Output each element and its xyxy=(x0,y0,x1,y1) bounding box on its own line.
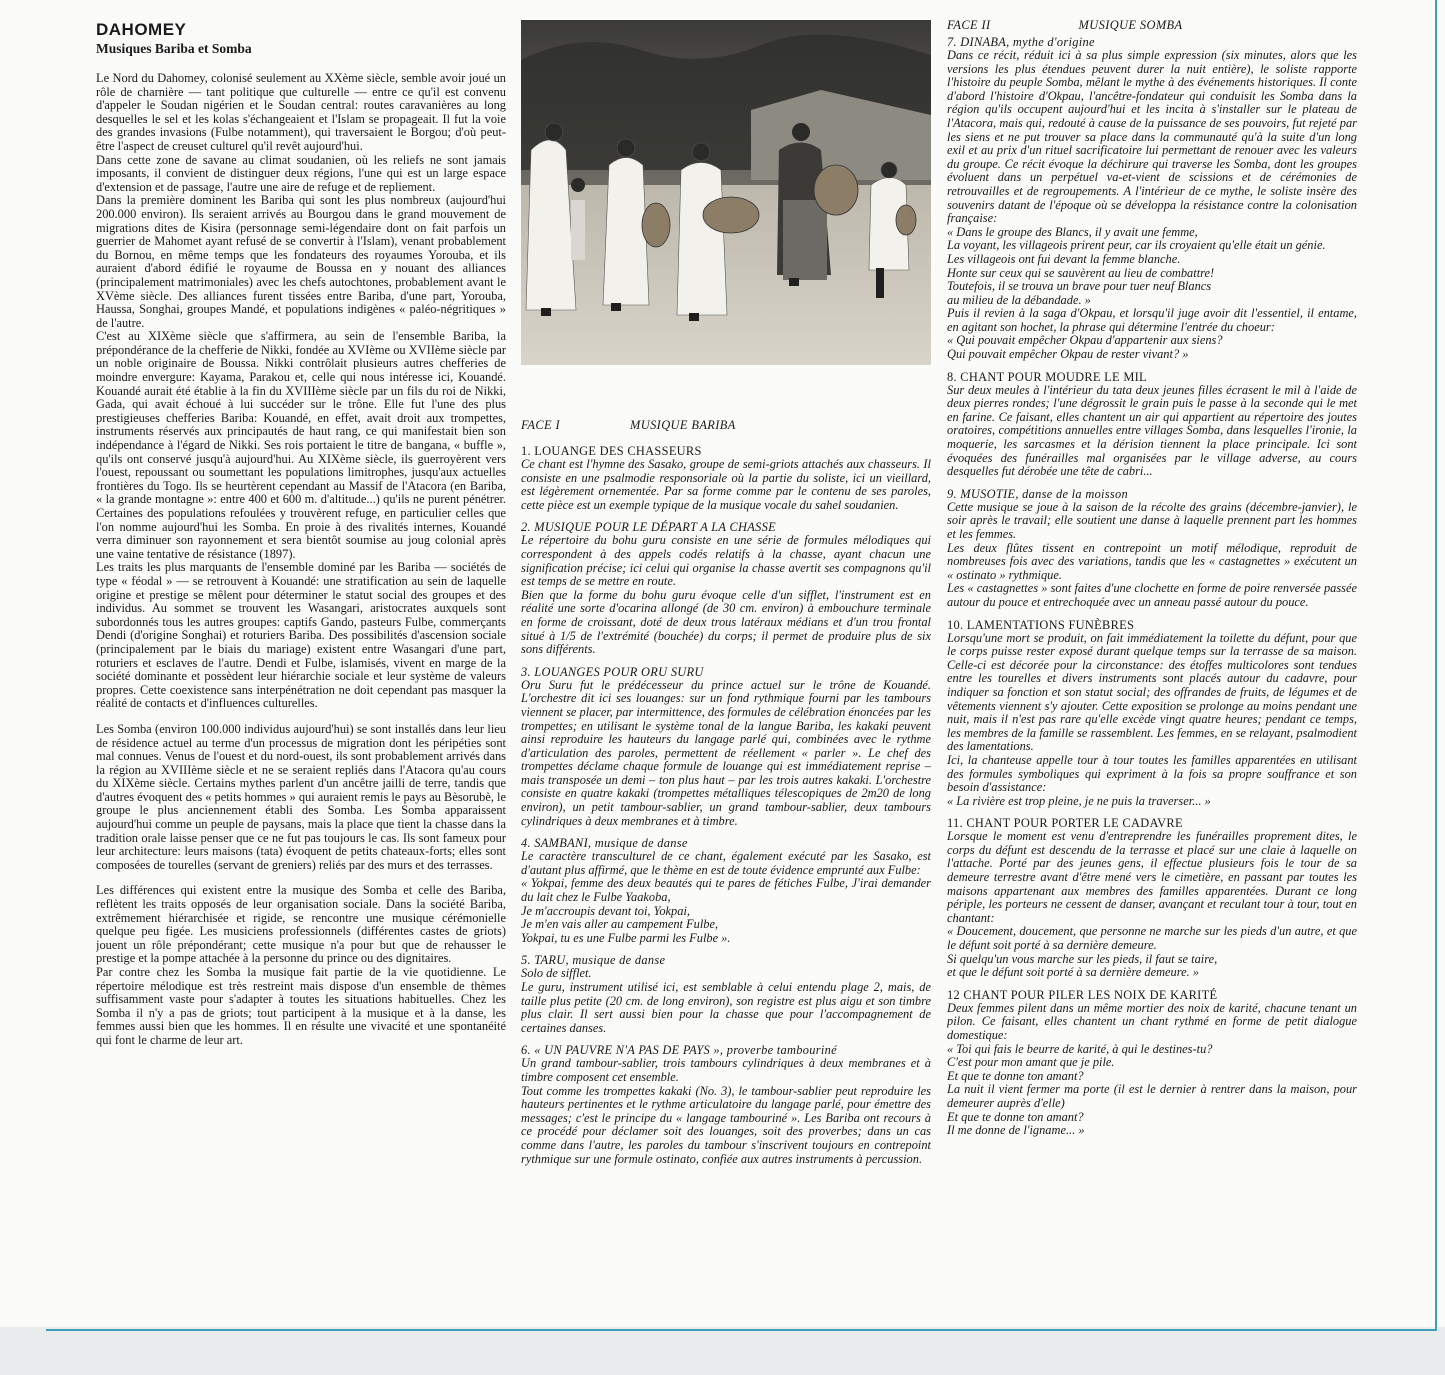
track-title: 9. MUSOTIE, danse de la moisson xyxy=(947,486,1129,501)
face-one-title: MUSIQUE BARIBA xyxy=(630,418,736,432)
track-notes: Lorsqu'une mort se produit, on fait immédiatement la toilette du défunt, pour que le corps puisse rester exposé durant quelque temps sur la terrasse de sa maison. Celle-ci est décorée pour la circonstance: des étoffes multicolores sont tendues entre les tourelles et divers instruments sont placés autour du cadavre, pour indiquer sa fonction et son statut social; des offrandes de fruits, de légumes et de vêtements viennent s'y ajouter. Cette exposition se prolonge au moins pendant une nuit, mais il n'est pas rare qu'elle excède vingt quatre heures; pendant ce temps, les membres de la famille se rassemblent. Les femmes, en se relayant, psalmodient des lamentations. Ici, la chanteuse appelle tour à tour toutes les familles apparentées en utilisant des formules symboliques qui expriment à la fois sa propre souffrance et son besoin d'assistance: « La rivière est trop pleine, je ne puis la traverser... » xyxy=(947,630,1357,808)
face-one-label: FACE I xyxy=(521,418,560,432)
track-title: 8. CHANT POUR MOUDRE LE MIL xyxy=(947,369,1147,384)
intro-paragraph: C'est au XIXème siècle que s'affirmera, au sein de l'ensemble Bariba, la prépondérance de la chefferie de Nikki, fondée au XVIème ou XVIIème siècle par un noble originaire de Boussa. Nikki contrôlait plusieurs autres chefferies de moindre envergure: Kayama, Parakou et, celle qui nous intéresse ici, Kouandé. Kouandé aurait été établie à la fin du XVIIIème siècle par un fils du roi de Nikki, Gada, qui avait échoué à lui succéder sur le trône. Elle fut l'une des plus prestigieuses chefferies Bariba: Kouandé, en effet, avait droit aux trompettes, instruments réservés aux principautés de haut rang, ce qui manifestait bien son indépendance à l'égard de Nikki. Ses rois portaient le titre de bangana, « buffle », qu'ils ont conservé jusqu'à aujourd'hui. Au XIXème siècle, ils guerroyèrent vers l'ouest, repoussant ou soumettant les populations limitrophes, jusqu'aux actuelles frontières du Togo. Ils se heurtèrent cependant au Massif de l'Atacora (en Bariba, « la grande montagne »: entre 400 et 600 m. d'altitude...) qu'ils ne purent pénétrer. Certaines des populations refoulées y trouvèrent refuge, en particulier celles que l'on nomme aujourd'hui les Somba. En proie à des rivalités internes, Kouandé verra diminuer son rayonnement et sera bientôt soumise au joug colonial après une vaine tentative de résistance (1897). xyxy=(96,329,506,561)
track-title: 2. MUSIQUE POUR LE DÉPART A LA CHASSE xyxy=(521,520,777,535)
track-entry xyxy=(521,836,931,945)
track-title: 4. SAMBANI, musique de danse xyxy=(521,836,688,851)
face-one-heading xyxy=(521,418,931,432)
intro-paragraph: Le Nord du Dahomey, colonisé seulement au XXème siècle, semble avoir joué un rôle de charnière — tant politique que culturelle — entre ce qu'il est convenu d'appeler le Soudan nigérien et le Soudan central: routes caravanières au long desquelles le sel et les kolas s'échangeaient et l'Islam se propageait. Il fut la voie des grandes invasions (Fulbe notamment), qui traversaient le Borgou; d'où peut-être l'aspect de creuset culturel qu'il revêt aujourd'hui. xyxy=(96,71,506,153)
track-notes: Oru Suru fut le prédécesseur du prince actuel sur le trône de Kouandé. L'orchestre dit ici ses louanges: sur un fond rythmique fourni par les tambours viennent se placer, par intermittence, des formules de célébration énoncées par les trompettes; en utilisant le système tonal de la langue Bariba, les kakaki peuvent ainsi reproduire les hauteurs du langage parlé qui, combinées avec le rythme d'articulation des paroles, permettent de réellement « parler ». Le chef des trompettes déclame chaque formule de louange qui est immédiatement reprise – mais transposée un demi – ton plus haut – par les trois autres kakaki. L'orchestre consiste en quatre kakaki (trompettes métalliques télescopiques de 2m20 de long environ), un petit tambour-sablier, un grand tambour-sablier, deux tambours cylindriques à deux membranes et à timbre. xyxy=(521,677,931,828)
track-notes: Dans ce récit, réduit ici à sa plus simple expression (six minutes, alors que les versions les plus étendues peuvent durer la nuit entière), le soliste rapporte l'histoire du peuple Somba, mêlant le mythe à des événements historiques. Il conte d'abord l'histoire d'Okpau, l'ancêtre-fondateur qui conduisit les Somba dans la région qu'ils occupent aujourd'hui et les incita à s'installer sur le plateau de l'Atacora, mais qui, redouté à cause de la puissance de ses pouvoirs, fut rejeté par les siens et ne put trouver sa place dans la communauté qu'à la suite d'un long exil et au prix d'un rituel sacrificatoire lui permettant de renouer avec les valeurs du groupe. Ce récit évoque la déchirure qui traverse les Somba, dont les groupes évoluent dans un perpétuel va-et-vient de scissions et de cérémonies de retrouvailles et de regroupements. A l'intérieur de ce mythe, le soliste insère des souvenirs datant de l'époque où se développa la résistance contre la colonisation française: « Dans le groupe des Blancs, il y avait une femme, La voyant, les villageois prirent peur, car ils croyaient qu'elle était un génie. Les villageois ont fui devant la femme blanche. Honte sur ceux qui se sauvèrent au lieu de combattre! Toutefois, il se trouva un brave pour tuer neuf Blancs au milieu de la débandade. » Puis il revien à la saga d'Okpau, et lorsqu'il juge avoir dit l'essentiel, il entame, en agitant son hochet, la phrase qui détermine l'entrée du choeur: « Qui pouvait empêcher Okpau d'appartenir aux siens? Qui pouvait empêcher Okpau de rester vivant? » xyxy=(947,48,1357,362)
face-one-column xyxy=(521,20,931,1174)
intro-paragraph: Dans cette zone de savane au climat soudanien, où les reliefs ne sont jamais imposants, il convient de distinguer deux régions, l'une qui est un large espace d'extension et de passage, l'autre une aire de refuge et de repliement. xyxy=(96,152,506,194)
track-notes: Solo de sifflet. Le guru, instrument utilisé ici, est semblable à celui entendu plage 2, mais, de taille plus petite (20 cm. de long environ), son registre est plus aigu et son timbre plus clair. Il sert aussi bien pour la chasse que pour l'accompagnement de certaines danses. xyxy=(521,966,931,1035)
track-entry xyxy=(521,953,931,1035)
face-two-label: FACE II xyxy=(947,18,991,32)
track-entry xyxy=(521,1043,931,1166)
intro-paragraph: Dans la première dominent les Bariba qui sont les plus nombreux (aujourd'hui 200.000 environ). Ils seraient arrivés au Bourgou dans le grand mouvement de migrations dites de Kisira (personnage semi-légendaire dont on fait parfois un guerrier de Mahomet ayant refusé de se convertir à l'Islam), venant probablement du Bornou, en même temps que les fondateurs des royaumes Yorouba, et ils auraient d'abord édifié le royaume de Boussa en y nouant des alliances (principalement matrimoniales) avec les chefs autochtones, probablement avant le XVème siècle. Des alliances furent tissées entre Bariba, d'une part, Yorouba, Haussa, Songhai, groupes Mandé, et populations indigènes « paléo-négritiques » de l'autre. xyxy=(96,193,506,330)
intro-paragraph: Les Somba (environ 100.000 individus aujourd'hui) se sont installés dans leur lieu de résidence actuel au terme d'un processus de migration dont les péripéties sont mal connues. Venus de l'ouest et du nord-ouest, ils sont probablement arrivés dans la région au XVIIIème siècle et ne se seraient repliés dans l'Atacora qu'au cours du XIXème siècle. Certains mythes parlent d'un ancêtre jailli de terre, tandis que d'autres évoquent des « petits hommes » qui auraient remis le pays au Bèsorubè, le groupe le plus anciennement établi des Somba. Les Somba apparaissent aujourd'hui comme un peuple de paysans, mais la place que tient la chasse dans la tradition orale laisse penser que ce ne fut pas toujours le cas. Ils sont fameux pour leur architecture: leurs maisons (tata) évoquent de petits chateaux-forts; elles sont composées de tourelles (servant de greniers) reliés par des murs et des terrasses. xyxy=(96,721,506,872)
track-entry xyxy=(521,444,931,512)
track-title: 11. CHANT POUR PORTER LE CADAVRE xyxy=(947,816,1183,831)
track-title: 12 CHANT POUR PILER LES NOIX DE KARITÉ xyxy=(947,987,1218,1002)
track-notes: Un grand tambour-sablier, trois tambours cylindriques à deux membranes et à timbre composent cet ensemble. Tout comme les trompettes kakaki (No. 3), le tambour-sablier peut reproduire les hauteurs pertinentes et le rythme articulatoire du langage parlé, pour émettre des messages; c'est le principe du « langage tambouriné ». Les Bariba ont recours à ce procédé pour déclamer soit des louanges, soit des proverbes; dans un cas comme dans l'autre, les paroles du tambour s'inscrivent toujours en contrepoint rythmique sur une formule ostinato, confiée aux autres instruments à percussion. xyxy=(521,1056,931,1166)
page-bottom-edge xyxy=(0,1327,1445,1375)
right-accent-rule xyxy=(1435,0,1437,1331)
face-two-title: MUSIQUE SOMBA xyxy=(1078,18,1183,32)
intro-column xyxy=(96,20,506,1048)
document-title: DAHOMEY xyxy=(96,20,187,39)
track-entry xyxy=(947,988,1357,1138)
track-notes: Deux femmes pilent dans un même mortier des noix de karité, chacune tenant un pilon. Ce faisant, elles chantent un chant rythmé en forme de petit dialogue domestique: « Toi qui fais le beurre de karité, à qui le destines-tu? C'est pour mon amant que je pile. Et que te donne ton amant? La nuit il vient fermer ma porte (il est le dernier à rentrer dans la maison, pour demeurer auprès d'elle) Et que te donne ton amant? Il me donne de l'igname... » xyxy=(947,1000,1357,1138)
intro-paragraph: Les traits les plus marquants de l'ensemble dominé par les Bariba — sociétés de type « féodal » — se retrouvent à Kouandé: une stratification au sein de laquelle origine et prestige se mêlent pour déterminer le statut social des groupes et des individus. Au sommet se trouvent les Wasangari, aristocrates auxquels sont subordonnés tous les autres groupes: captifs Gando, pasteurs Fulbe, commerçants Dendi (d'origine Songhai) et roturiers Bariba. Des possibilités d'ascension sociale (principalement par le biais du mariage) existent entre Wasangari d'une part, roturiers et esclaves de l'autre. Dendi et Fulbe, islamisés, vivent en marge de la société dominante et possèdent leur hiérarchie sociale et leur système de valeurs propres. Cette coexistence sans interpénétration ne doit cependant pas masquer la réalité de contacts et d'influences culturelles. xyxy=(96,560,506,711)
track-entry xyxy=(521,665,931,829)
track-notes: Cette musique se joue à la saison de la récolte des grains (décembre-janvier), le soir après le travail; elle soutient une danse à laquelle prennent part les hommes et les femmes. Les deux flûtes tissent en contrepoint un motif mélodique, reproduit de nombreuses fois avec des variations, tandis que les « castagnettes » exécutent un « ostinato » rythmique. Les « castagnettes » sont faites d'une clochette en forme de poire renversée passée autour du pouce et entrechoquée avec un anneau passé autour du pouce. xyxy=(947,499,1357,609)
musicians-photo xyxy=(521,20,931,365)
face-two-column xyxy=(947,18,1357,1146)
track-entry xyxy=(947,370,1357,479)
track-title: 6. « UN PAUVRE N'A PAS DE PAYS », proverbe tambouriné xyxy=(521,1043,837,1058)
track-title: 10. LAMENTATIONS FUNÈBRES xyxy=(947,617,1135,632)
track-notes: Lorsque le moment est venu d'entreprendre les funérailles proprement dites, le corps du défunt est descendu de la terrasse et placé sur une claie à laquelle on l'attache. Porté par des jeunes gens, il effectue plusieurs fois le tour de sa demeure terrestre avant d'être mené vers le cimetière, en passant par toutes les maisons appartenant aux membres des familles apparentées. Durant ce long périple, les porteurs ne cessent de danser, avançant et reculant tour à tour, tout en chantant: « Doucement, doucement, que personne ne marche sur les pieds d'un autre, et que le défunt soit porté à sa dernière demeure. Si quelqu'un vous marche sur les pieds, il faut se taire, et que le défunt soit porté à sa dernière demeure. » xyxy=(947,829,1357,980)
track-entry xyxy=(947,618,1357,809)
track-title: 5. TARU, musique de danse xyxy=(521,953,666,968)
track-title: 1. LOUANGE DES CHASSEURS xyxy=(521,444,702,458)
track-notes: Ce chant est l'hymne des Sasako, groupe de semi-griots attachés aux chasseurs. Il consiste en une psalmodie responsoriale où la partie du soliste, ici un vieillard, est légèrement ornementée. Par sa forme comme par le contenu de ses paroles, cette pièce est un exemple typique de la musique vocale du sahel soudanien. xyxy=(521,457,931,512)
intro-paragraph: Les différences qui existent entre la musique des Somba et celle des Bariba, reflètent les traits opposés de leur organisation sociale. Dans la société Bariba, extrêmement hiérarchisée et rigide, se rencontre une musique cérémonielle quelque peu figée. Les musiciens professionnels (différentes castes de griots) jouent un rôle prépondérant; cette musique n'a pour but que de rehausser le prestige et la pompe attachée à la personne du prince ou des dignitaires. xyxy=(96,883,506,966)
intro-paragraph: Par contre chez les Somba la musique fait partie de la vie quotidienne. Le répertoire mélodique est très restreint mais dispose d'un ensemble de thèmes suffisamment vaste pour s'adapter à toutes les situations habituelles. Chez les Somba il n'y a pas de griots; tout participent à la musique et à la danse, les femmes aussi bien que les hommes. Il en résulte une vivacité et une spontanéité qui font le charme de leur art. xyxy=(96,965,506,1047)
track-entry xyxy=(947,816,1357,980)
track-notes: Le répertoire du bohu guru consiste en une série de formules mélodiques qui correspondent à des appels codés relatifs à la chasse, ayant chacun une signification précise; ici celui qui organise la chasse avertit ses compagnons qu'il est temps de se mettre en route. Bien que la forme du bohu guru évoque celle d'un sifflet, l'instrument est en réalité une sorte d'ocarina allongé (de 30 cm. environ) à embouchure terminale en forme de croissant, doté de deux trous latéraux médians et d'un trou frontal situé à 1/5 de l'extrémité (bouchée) du corps; il permet de produire plus de six sons différents. xyxy=(521,533,931,657)
track-entry xyxy=(947,487,1357,610)
track-entry xyxy=(947,35,1357,362)
document-subtitle: Musiques Bariba et Somba xyxy=(96,41,252,56)
track-title: 7. DINABA, mythe d'origine xyxy=(947,35,1095,49)
face-two-heading xyxy=(947,18,1357,32)
track-entry xyxy=(521,520,931,656)
track-notes: Sur deux meules à l'intérieur du tata deux jeunes filles écrasent le mil à l'aide de deux pierres rondes; l'une dégrossit le grain puis le passe à la seconde qui le met en farine. Ce faisant, elles chantent un air qui appartient au répertoire des joutes oratoires, compétitions annuelles entre villages Somba, dans lesquelles l'ironie, la moquerie, les sarcasmes et la dérision tiennent la place principale. Ici sont évoquées des funérailles mal organisées par le village adverse, au cours desquelles fut dérobée une tête de cabri... xyxy=(947,382,1357,479)
track-notes: Le caractère transculturel de ce chant, également exécuté par les Sasako, est d'autant plus affirmé, que le thème en est de toute évidence emprunté aux Fulbe: « Yokpai, femme des deux beautés qui te pares de fétiches Fulbe, J'irai demander du lait chez le Fulbe Yaakoba, Je m'accroupis devant toi, Yokpai, Je m'en vais aller au campement Fulbe, Yokpai, tu es une Fulbe parmi les Fulbe ». xyxy=(521,849,931,945)
track-title: 3. LOUANGES POUR ORU SURU xyxy=(521,664,704,679)
bottom-accent-rule xyxy=(46,1329,1436,1331)
